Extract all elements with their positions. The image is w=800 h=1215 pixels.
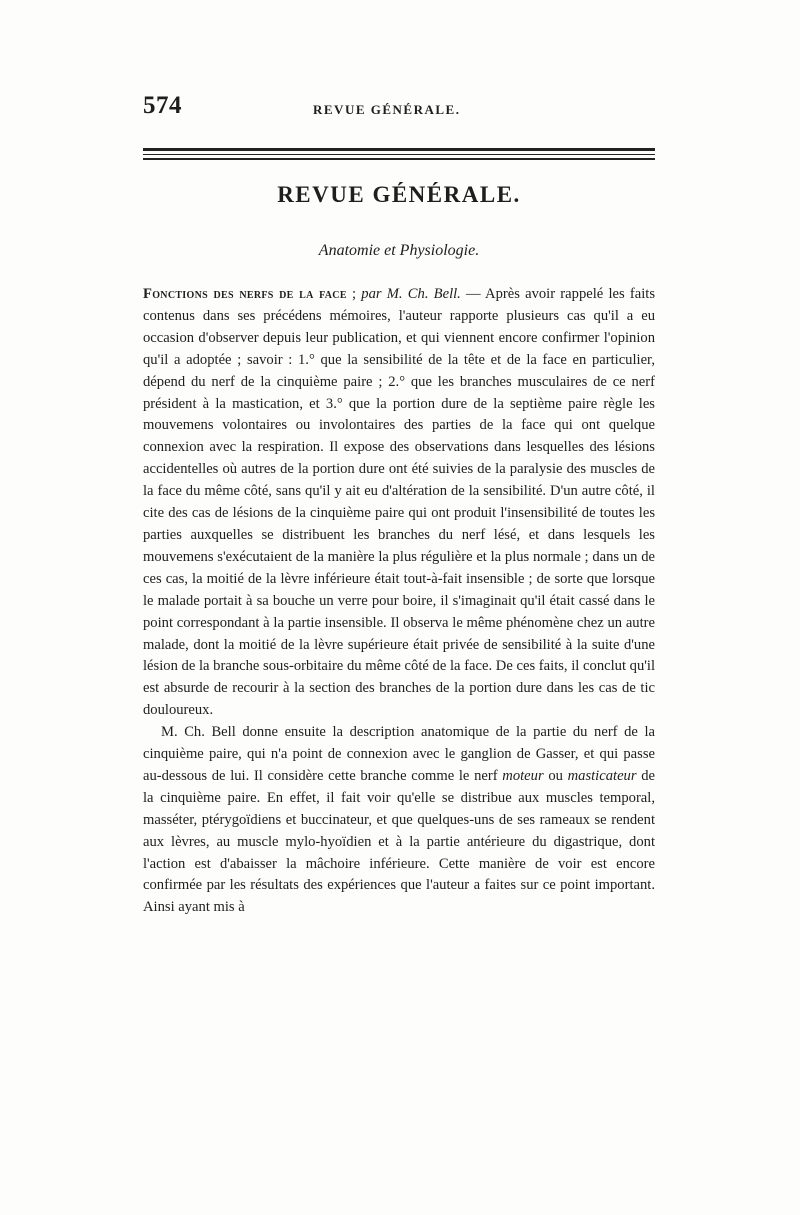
article-heading: Fonctions des nerfs de la face bbox=[143, 286, 347, 302]
running-head bbox=[143, 92, 655, 126]
term-moteur: moteur bbox=[502, 767, 544, 784]
article-byline: par M. Ch. Bell. bbox=[361, 286, 461, 302]
paragraph-1 bbox=[143, 284, 655, 722]
rule-middle bbox=[143, 154, 655, 155]
rule-bottom bbox=[143, 158, 655, 160]
paragraph-2-text-c: de la cinquième paire. En effet, il fait voir qu'elle se distribue aux muscles temporal, masséter, ptérygoïdiens et buccinateur, et que quelques-uns de ses rameaux se rendent aux lèvres, au muscle mylo-hyoïdien et à la partie antérieure du digastrique, dont l'action est d'abaisser la mâchoire inférieure. Cette manière de voir est encore confirmée par les résultats des expériences que l'auteur a faites sur ce point important. Ainsi ayant mis à bbox=[143, 767, 655, 916]
paragraph-2-text-b: ou bbox=[543, 767, 568, 784]
page-number: 574 bbox=[143, 92, 182, 119]
book-page bbox=[143, 92, 655, 919]
term-masticateur: masticateur bbox=[567, 767, 637, 784]
paragraph-2 bbox=[143, 722, 655, 919]
heading-separator: ; bbox=[346, 286, 362, 302]
header-rules bbox=[143, 148, 655, 160]
paragraph-1-text: — Après avoir rappelé les faits contenus dans ses précédens mémoires, l'auteur rapporte plusieurs cas qu'il a eu occasion d'observer depuis leur publication, et qui viennent encore confirmer l'opinion qu'il a adoptée ; savoir : 1.° que la sensibilité de la tête et de la face en particulier, dépend du nerf de la cinquième paire ; 2.° que les branches musculaires de ce nerf président à la mastication, et 3.° que la portion dure de la septième paire règle les mouvemens volontaires ou involontaires des parties de la face qui ont quelque connexion avec la respiration. Il expose des observations dans lesquelles des lésions accidentelles où autres de la portion dure ont été suivies de la paralysie des muscles de la face du même côté, sans qu'il y ait eu d'altération de la sensibilité. D'un autre côté, il cite des cas de lésions de la cinquième paire qui ont produit l'insensibilité de toutes les parties auxquelles se distribuent les branches du nerf lésé, et dans lesquels les mouvemens s'exécutaient de la manière la plus régulière et la plus normale ; dans un de ces cas, la moitié de la lèvre inférieure était tout-à-fait insensible ; de sorte que lorsque le malade portait à sa bouche un verre pour boire, il s'imaginait qu'il était cassé dans le point correspondant à la partie insensible. Il observa le même phénomène chez un autre malade, dont la moitié de la lèvre supérieure était privée de sensibilité à la suite d'une lésion de la branche sous-orbitaire du même côté de la face. De ces faits, il conclut qu'il est absurde de recourir à la section des branches de la portion dure dans les cas de tic douloureux. bbox=[143, 286, 656, 719]
subsection-title: Anatomie et Physiologie. bbox=[318, 242, 480, 259]
article-body bbox=[143, 284, 655, 919]
paragraph-2-text-a: M. Ch. Bell donne ensuite la description anatomique de la partie du nerf de la cinquième paire, qui n'a point de connexion avec le ganglion de Gasser, et qui passe au-dessous de lui. Il considère cette branche comme le nerf bbox=[143, 724, 655, 784]
section-title: REVUE GÉNÉRALE. bbox=[277, 182, 521, 207]
rule-top bbox=[143, 148, 655, 151]
running-head-title: REVUE GÉNÉRALE. bbox=[313, 102, 461, 117]
